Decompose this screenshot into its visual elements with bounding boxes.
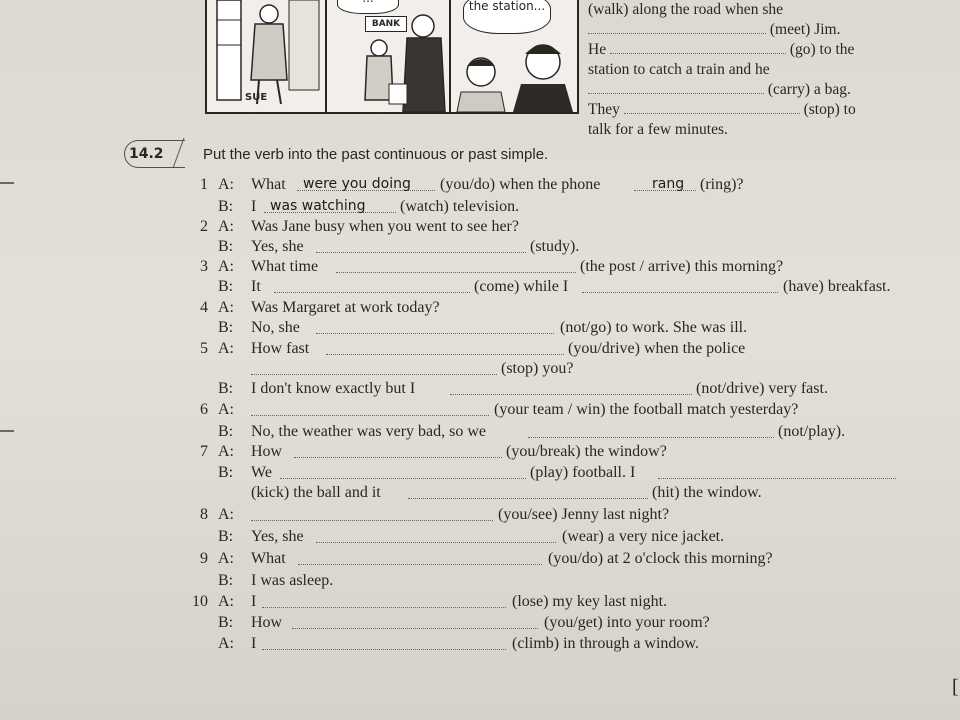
exercise-line bbox=[0, 614, 960, 634]
answer-blank[interactable] bbox=[316, 319, 554, 334]
exercise-line bbox=[0, 572, 960, 592]
answer-blank[interactable] bbox=[316, 528, 556, 543]
prompt-text: (not/go) to work. She was ill. bbox=[560, 319, 748, 336]
story-line bbox=[588, 120, 918, 140]
story-line-text: (walk) along the road when she bbox=[588, 1, 783, 18]
exercise-line bbox=[0, 278, 960, 298]
prompt-text: (you/drive) when the police bbox=[568, 340, 746, 357]
prompt-text: How bbox=[251, 614, 283, 631]
story-line-text: (meet) Jim. bbox=[769, 21, 841, 38]
speaker-label: A: bbox=[218, 299, 234, 316]
answer-blank[interactable] bbox=[294, 443, 502, 458]
prompt-text: (you/get) into your room? bbox=[544, 614, 710, 631]
prompt-text: Was Margaret at work today? bbox=[251, 299, 440, 316]
story-line-text: (go) to the bbox=[789, 41, 855, 58]
exercise-line bbox=[0, 258, 960, 278]
prompt-text: (have) breakfast. bbox=[783, 278, 891, 295]
prompt-text: (play) football. I bbox=[530, 464, 636, 481]
exercise-line bbox=[0, 360, 960, 380]
story-line bbox=[588, 60, 918, 80]
story-line-text: (stop) to bbox=[803, 101, 856, 118]
exercise-line bbox=[0, 401, 960, 421]
speaker-label: B: bbox=[218, 278, 234, 295]
prompt-text: No, she bbox=[251, 319, 300, 336]
prompt-text: (come) while I bbox=[474, 278, 569, 295]
item-number: 7 bbox=[200, 443, 208, 460]
sue-label: SUE bbox=[245, 92, 268, 103]
story-line-text: He bbox=[588, 41, 607, 58]
answer-blank[interactable] bbox=[588, 20, 766, 34]
story-line-text: They bbox=[588, 101, 620, 118]
speaker-label: A: bbox=[218, 635, 234, 652]
answer-blank[interactable] bbox=[274, 278, 470, 293]
prompt-text: (you/do) at 2 o'clock this morning? bbox=[548, 550, 773, 567]
prompt-text: Was Jane busy when you went to see her? bbox=[251, 218, 519, 235]
answer-blank[interactable] bbox=[588, 80, 764, 94]
item-number: 4 bbox=[200, 299, 208, 316]
prompt-text: Yes, she bbox=[251, 528, 304, 545]
prompt-text: I bbox=[251, 198, 257, 215]
conversation-illustration bbox=[451, 0, 575, 112]
prompt-text: I was asleep. bbox=[251, 572, 334, 589]
speaker-label: A: bbox=[218, 401, 234, 418]
speaker-label: B: bbox=[218, 238, 234, 255]
prompt-text: I bbox=[251, 593, 257, 610]
prompt-text: (the post / arrive) this morning? bbox=[580, 258, 784, 275]
exercise-line bbox=[0, 176, 960, 196]
answer-blank[interactable] bbox=[251, 506, 493, 521]
item-number: 8 bbox=[200, 506, 208, 523]
story-line-text: station to catch a train and he bbox=[588, 61, 770, 78]
item-number: 9 bbox=[200, 550, 208, 567]
story-line bbox=[588, 80, 918, 100]
meeting-illustration bbox=[327, 0, 449, 112]
speaker-label: A: bbox=[218, 550, 234, 567]
answer-blank[interactable] bbox=[298, 550, 542, 565]
prompt-text: (lose) my key last night. bbox=[512, 593, 668, 610]
prompt-text: (wear) a very nice jacket. bbox=[562, 528, 725, 545]
item-number: 2 bbox=[200, 218, 208, 235]
exercise-line bbox=[0, 380, 960, 400]
exercise-line bbox=[0, 443, 960, 463]
exercise-line bbox=[0, 550, 960, 570]
answer-blank[interactable] bbox=[262, 635, 506, 650]
prompt-text: We bbox=[251, 464, 272, 481]
prompt-text: How bbox=[251, 443, 283, 460]
exercise-line bbox=[0, 198, 960, 218]
speech-bubble-text: the station... bbox=[468, 0, 546, 13]
answer-blank[interactable] bbox=[316, 238, 526, 253]
speaker-label: B: bbox=[218, 380, 234, 397]
speaker-label: B: bbox=[218, 423, 234, 440]
prompt-text: (not/play). bbox=[778, 423, 846, 440]
prompt-text: (your team / win) the football match yesterday? bbox=[494, 401, 799, 418]
answer-blank[interactable] bbox=[658, 464, 896, 479]
speaker-label: A: bbox=[218, 593, 234, 610]
answer-blank[interactable] bbox=[292, 614, 538, 629]
prompt-text: (you/do) when the phone bbox=[440, 176, 601, 193]
prompt-text: (stop) you? bbox=[501, 360, 574, 377]
prompt-text: (not/drive) very fast. bbox=[696, 380, 828, 397]
answer-blank[interactable] bbox=[528, 423, 774, 438]
item-number: 1 bbox=[200, 176, 208, 193]
comic-panel-2 bbox=[327, 0, 451, 112]
answer-blank[interactable] bbox=[251, 401, 489, 416]
handwritten-answer: were you doing bbox=[303, 176, 411, 192]
handwritten-answer: rang bbox=[652, 176, 685, 192]
prompt-text: How fast bbox=[251, 340, 310, 357]
prompt-text: What bbox=[251, 550, 286, 567]
prompt-text: (study). bbox=[530, 238, 580, 255]
speaker-label: A: bbox=[218, 218, 234, 235]
speaker-label: A: bbox=[218, 176, 234, 193]
story-line bbox=[588, 0, 918, 20]
answer-blank[interactable] bbox=[624, 100, 800, 114]
speaker-label: A: bbox=[218, 506, 234, 523]
speaker-label: A: bbox=[218, 340, 234, 357]
exercise-line bbox=[0, 593, 960, 613]
speaker-label: A: bbox=[218, 443, 234, 460]
prompt-text: What time bbox=[251, 258, 319, 275]
speaker-label: B: bbox=[218, 319, 234, 336]
comic-panel-3 bbox=[451, 0, 575, 112]
prompt-text: No, the weather was very bad, so we bbox=[251, 423, 487, 440]
prompt-text: What bbox=[251, 176, 286, 193]
exercise-line bbox=[0, 319, 960, 339]
exercise-line bbox=[0, 423, 960, 443]
exercise-line bbox=[0, 635, 960, 655]
story-line-text: talk for a few minutes. bbox=[588, 121, 728, 138]
story-line bbox=[588, 100, 918, 120]
item-number: 6 bbox=[200, 401, 208, 418]
story-line bbox=[588, 20, 918, 40]
speaker-label: B: bbox=[218, 614, 234, 631]
page-edge-bracket: [ bbox=[952, 676, 959, 698]
exercise-line bbox=[0, 340, 960, 360]
exercise-number: 14.2 bbox=[124, 140, 185, 168]
prompt-text: (you/see) Jenny last night? bbox=[498, 506, 670, 523]
speaker-label: B: bbox=[218, 198, 234, 215]
exercise-line bbox=[0, 299, 960, 319]
prompt-text: Yes, she bbox=[251, 238, 304, 255]
comic-strip bbox=[205, 0, 579, 114]
speaker-label: A: bbox=[218, 258, 234, 275]
story-text bbox=[588, 0, 918, 140]
speaker-label: B: bbox=[218, 572, 234, 589]
exercise-line bbox=[0, 218, 960, 238]
item-number: 10 bbox=[192, 593, 208, 610]
story-line bbox=[588, 40, 918, 60]
prompt-text: (ring)? bbox=[700, 176, 744, 193]
prompt-text: I don't know exactly but I bbox=[251, 380, 416, 397]
answer-blank[interactable] bbox=[336, 258, 576, 273]
exercise-line bbox=[0, 484, 960, 504]
answer-blank[interactable] bbox=[408, 484, 648, 499]
prompt-text: (watch) television. bbox=[400, 198, 520, 215]
exercise-line bbox=[0, 528, 960, 548]
answer-blank[interactable] bbox=[251, 360, 497, 375]
answer-blank[interactable] bbox=[262, 593, 506, 608]
speaker-label: B: bbox=[218, 464, 234, 481]
prompt-text: (climb) in through a window. bbox=[512, 635, 699, 652]
exercise-line bbox=[0, 238, 960, 258]
answer-blank[interactable] bbox=[280, 464, 526, 479]
prompt-text: It bbox=[251, 278, 261, 295]
item-number: 3 bbox=[200, 258, 208, 275]
answer-blank[interactable] bbox=[450, 380, 692, 395]
prompt-text: (kick) the ball and it bbox=[251, 484, 381, 501]
answer-blank[interactable] bbox=[610, 40, 786, 54]
answer-blank[interactable] bbox=[582, 278, 778, 293]
exercise-instructions: Put the verb into the past continuous or past simple. bbox=[203, 146, 549, 163]
exercise-line bbox=[0, 506, 960, 526]
story-line-text: (carry) a bag. bbox=[767, 81, 851, 98]
item-number: 5 bbox=[200, 340, 208, 357]
prompt-text: I bbox=[251, 635, 257, 652]
bank-sign: BANK bbox=[365, 16, 407, 32]
handwritten-answer: was watching bbox=[270, 198, 366, 214]
exercise-line bbox=[0, 464, 960, 484]
comic-panel-1 bbox=[207, 0, 327, 112]
prompt-text: (you/break) the window? bbox=[506, 443, 667, 460]
speaker-label: B: bbox=[218, 528, 234, 545]
prompt-text: (hit) the window. bbox=[652, 484, 762, 501]
answer-blank[interactable] bbox=[326, 340, 564, 355]
